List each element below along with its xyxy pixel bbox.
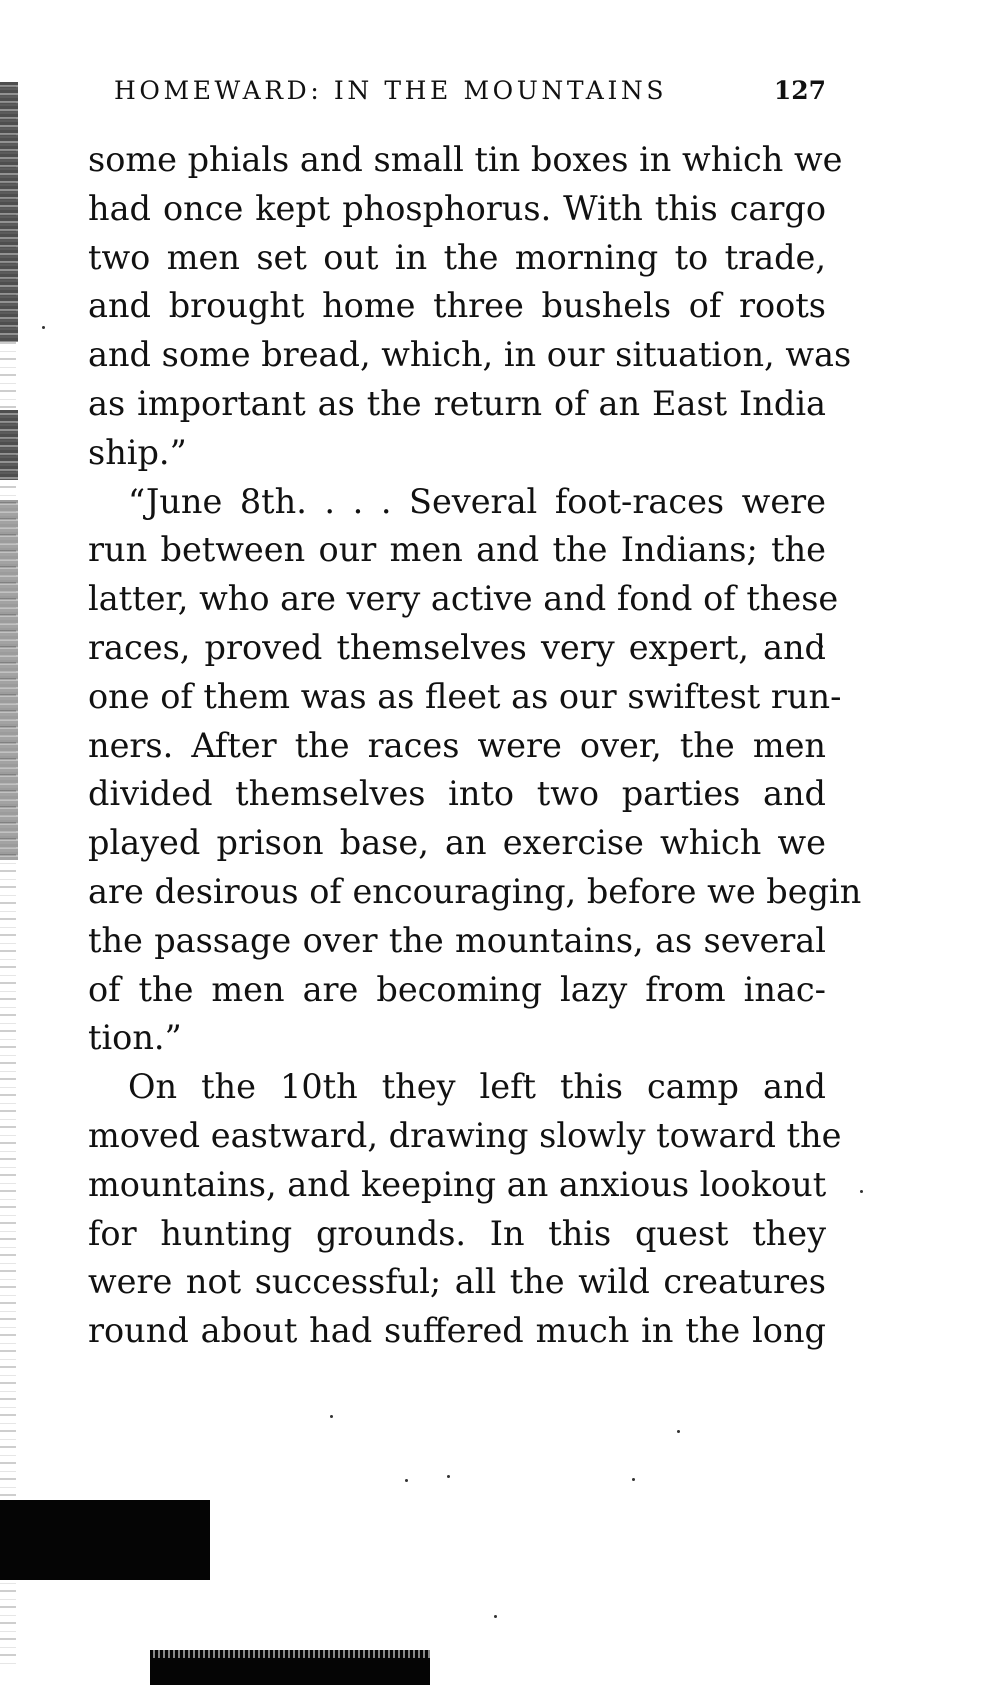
- scan-black-block: [0, 1500, 210, 1580]
- scan-speck: [447, 1475, 450, 1478]
- text-line: for hunting grounds. In this quest they: [88, 1213, 826, 1253]
- text-line: of the men are becoming lazy from inac-: [88, 969, 826, 1009]
- page-number: 127: [773, 76, 826, 105]
- text-line: one of them was as fleet as our swiftest run-: [88, 676, 842, 716]
- running-head-title: HOMEWARD: IN THE MOUNTAINS: [114, 76, 668, 105]
- text-line: tion.”: [88, 1018, 182, 1058]
- text-line: latter, who are very active and fond of these: [88, 579, 839, 619]
- scan-binding-shadow: [0, 500, 18, 860]
- text-line: mountains, and keeping an anxious lookout: [88, 1164, 827, 1204]
- text-line: and some bread, which, in our situation, was: [88, 335, 852, 375]
- text-line: moved eastward, drawing slowly toward the: [88, 1115, 842, 1155]
- text-line: two men set out in the morning to trade,: [88, 237, 826, 277]
- text-line: “June 8th. . . . Several foot-races were: [128, 481, 826, 521]
- scan-black-block: [150, 1650, 430, 1685]
- scan-speck: [405, 1479, 408, 1482]
- scan-speck: [677, 1430, 680, 1433]
- scan-speck: [494, 1615, 497, 1618]
- text-line: some phials and small tin boxes in which we: [88, 140, 843, 179]
- text-line: had once kept phosphorus. With this cargo: [88, 188, 826, 228]
- running-head: [114, 76, 826, 116]
- text-line: divided themselves into two parties and: [88, 774, 826, 814]
- text-line: are desirous of encouraging, before we begin: [88, 871, 862, 911]
- scan-speck: [632, 1478, 635, 1481]
- scan-binding-shadow: [0, 82, 18, 342]
- text-line: the passage over the mountains, as several: [88, 920, 826, 960]
- scan-speck: [860, 1190, 863, 1193]
- text-line: as important as the return of an East India: [88, 383, 826, 423]
- text-line: were not successful; all the wild creatures: [88, 1262, 826, 1302]
- text-line: round about had suffered much in the long: [88, 1311, 826, 1351]
- text-line: run between our men and the Indians; the: [88, 530, 826, 570]
- text-line: ners. After the races were over, the men: [88, 725, 826, 765]
- text-line: On the 10th they left this camp and: [128, 1067, 826, 1107]
- body-text: [88, 136, 862, 1356]
- text-line: and brought home three bushels of roots: [88, 286, 826, 326]
- scan-speck: [330, 1415, 333, 1418]
- text-line: ship.”: [88, 432, 187, 472]
- scan-speck: [42, 326, 45, 329]
- text-line: races, proved themselves very expert, and: [88, 627, 826, 667]
- text-line: played prison base, an exercise which we: [88, 823, 826, 863]
- scan-binding-shadow: [0, 410, 18, 480]
